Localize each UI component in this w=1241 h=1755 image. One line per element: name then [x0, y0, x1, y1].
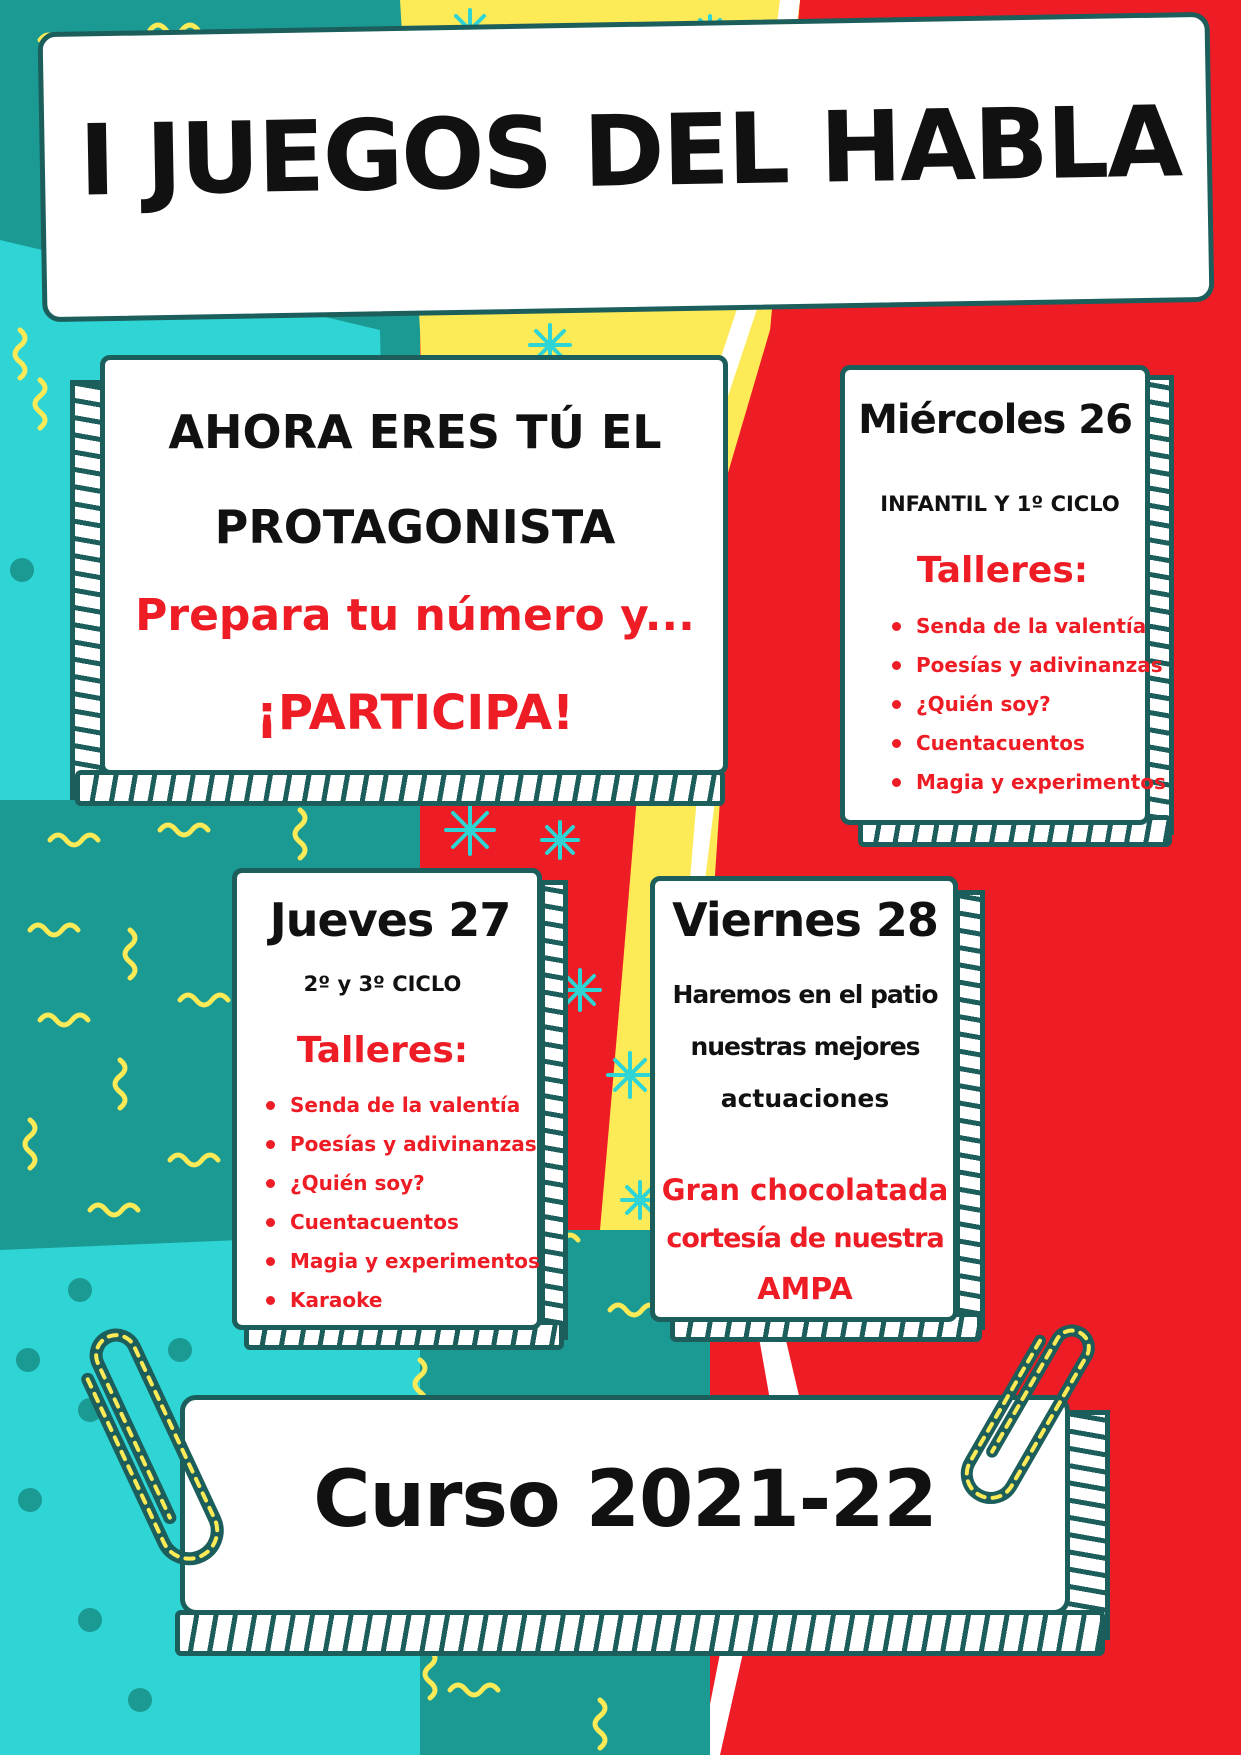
workshop-label: Senda de la valentía: [916, 614, 1147, 638]
thursday-day: Jueves 27: [269, 893, 511, 947]
workshop-label: ¿Quién soy?: [290, 1171, 425, 1195]
thursday-workshops-label: Talleres:: [296, 1030, 469, 1071]
workshop-label: Magia y experimentos: [916, 770, 1166, 794]
friday-text-line-2: nuestras mejores: [690, 1032, 920, 1061]
workshop-label: Magia y experimentos: [290, 1249, 540, 1273]
workshop-label: Cuentacuentos: [290, 1210, 459, 1234]
intro-line-2: PROTAGONISTA: [214, 500, 616, 554]
poster-title: I JUEGOS DEL HABLA: [78, 85, 1182, 219]
paperclip-icon: [958, 1317, 1095, 1506]
workshop-label: Karaoke: [290, 1288, 383, 1312]
workshop-label: ¿Quién soy?: [916, 692, 1051, 716]
intro-line-4: ¡PARTICIPA!: [255, 685, 575, 741]
wednesday-workshops-label: Talleres:: [916, 550, 1089, 591]
workshop-label: Cuentacuentos: [916, 731, 1085, 755]
intro-line-1: AHORA ERES TÚ EL: [168, 405, 662, 459]
workshop-label: Poesías y adivinanzas: [290, 1132, 537, 1156]
thursday-group: 2º y 3º CICLO: [303, 972, 462, 996]
friday-text-line-3: actuaciones: [720, 1084, 890, 1113]
intro-line-3: Prepara tu número y...: [135, 590, 695, 641]
paperclip-icon: [75, 1329, 226, 1568]
friday-highlight-line-3: AMPA: [757, 1272, 853, 1307]
workshop-label: Senda de la valentía: [290, 1093, 521, 1117]
friday-day: Viernes 28: [672, 893, 938, 947]
friday-text-line-1: Haremos en el patio: [672, 980, 938, 1009]
course-label: Curso 2021-22: [313, 1455, 937, 1545]
friday-highlight-line-2: cortesía de nuestra: [666, 1223, 944, 1254]
wednesday-day: Miércoles 26: [858, 397, 1132, 443]
friday-highlight-line-1: Gran chocolatada: [661, 1173, 949, 1207]
workshop-label: Poesías y adivinanzas: [916, 653, 1163, 677]
wednesday-group: INFANTIL Y 1º CICLO: [880, 492, 1120, 516]
